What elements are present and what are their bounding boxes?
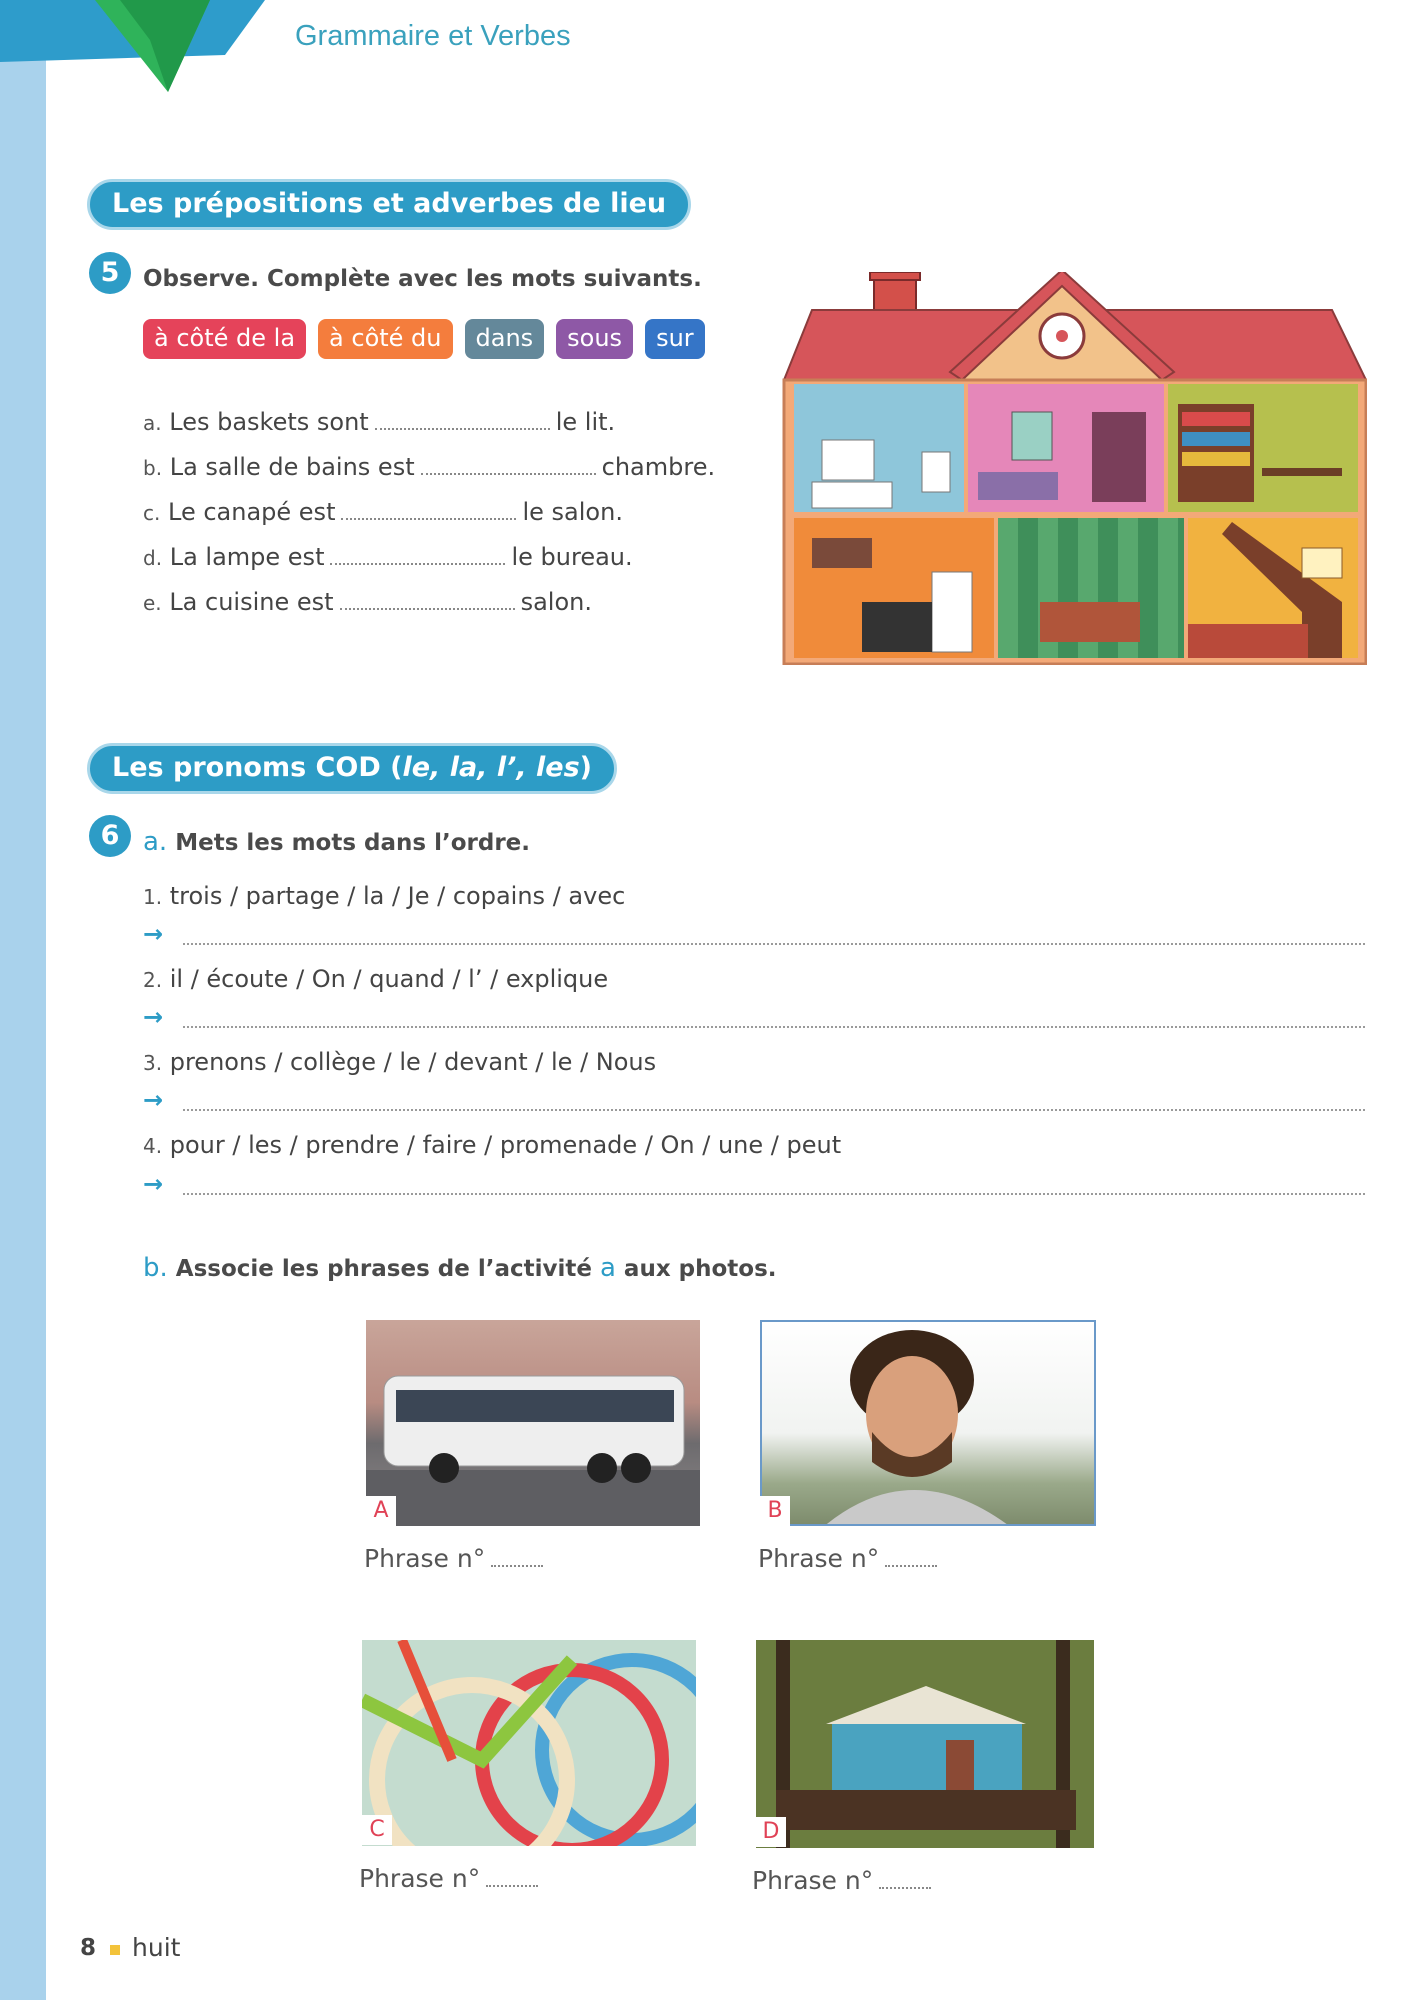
sentence-b: b. La salle de bains est chambre. [143,453,716,481]
ordering-item-2: 2. il / écoute / On / quand / l’ / explique [143,965,609,993]
fill-blank[interactable] [330,545,505,565]
phrase-a: Phrase n° [364,1544,549,1573]
sentence-d: d. La lampe est le bureau. [143,543,633,571]
bikes-photo [362,1640,696,1846]
header-title: Grammaire et Verbes [295,20,571,52]
answer-line[interactable] [183,941,1365,945]
man-photo [760,1320,1096,1526]
arrow-icon: → [143,1170,164,1198]
photo-tag-d: D [756,1817,786,1847]
arrow-icon: → [143,920,164,948]
corner-decoration [0,0,280,100]
ordering-item-4: 4. pour / les / prendre / faire / promenade / On / une / peut [143,1131,842,1159]
fill-blank[interactable] [421,455,596,475]
fill-blank[interactable] [341,500,516,520]
answer-line[interactable] [183,1191,1365,1195]
arrow-icon: → [143,1003,164,1031]
exercise-number-5: 5 [89,252,131,294]
fill-blank[interactable] [375,410,550,430]
word-chip: dans [465,319,545,359]
word-chip: sur [645,319,705,359]
sentence-c: c. Le canapé est le salon. [143,498,623,526]
answer-line[interactable] [183,1107,1365,1111]
ordering-item-1: 1. trois / partage / la / Je / copains / avec [143,882,626,910]
yurt-photo [756,1640,1094,1848]
photo-tag-b: B [760,1496,790,1526]
fill-blank[interactable] [340,590,515,610]
left-margin-strip [0,0,46,2000]
phrase-c: Phrase n° [359,1864,544,1893]
ordering-item-3: 3. prenons / collège / le / devant / le / Nous [143,1048,657,1076]
bus-photo [366,1320,700,1526]
phrase-b: Phrase n° [758,1544,943,1573]
exercise-5-instruction: Observe. Complète avec les mots suivants. [143,266,702,292]
fill-blank[interactable] [486,1869,538,1887]
fill-blank[interactable] [491,1549,543,1567]
arrow-icon: → [143,1086,164,1114]
exercise-number-6: 6 [89,815,131,857]
photo-tag-a: A [366,1496,396,1526]
house-illustration [782,272,1367,665]
section-title-pronouns: Les pronoms COD (le, la, l’, les) [87,743,617,794]
word-bank [143,319,705,359]
word-chip: à côté du [318,319,452,359]
phrase-d: Phrase n° [752,1866,937,1895]
photo-tag-c: C [362,1815,392,1845]
answer-line[interactable] [183,1024,1365,1028]
footer-square-icon [110,1945,120,1955]
sentence-e: e. La cuisine est salon. [143,588,592,616]
page-number: 8 [80,1935,97,1961]
sentence-a: a. Les baskets sont le lit. [143,408,616,436]
word-chip: sous [556,319,633,359]
fill-blank[interactable] [885,1549,937,1567]
exercise-6b-instruction: b. Associe les phrases de l’activité a aux photos. [143,1253,777,1283]
section-title-prepositions: Les prépositions et adverbes de lieu [87,179,691,230]
page-word: huit [132,1933,181,1962]
word-chip: à côté de la [143,319,306,359]
exercise-6a-instruction: a. Mets les mots dans l’ordre. [143,827,531,857]
fill-blank[interactable] [879,1871,931,1889]
